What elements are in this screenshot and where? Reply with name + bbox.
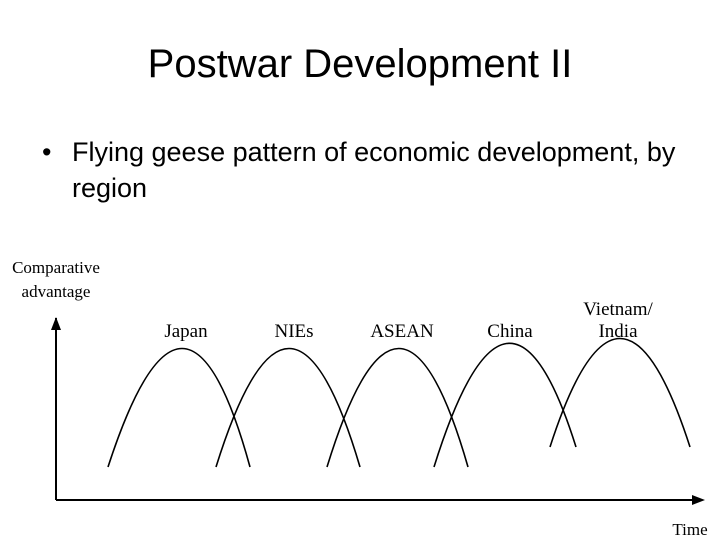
- bullet-text: Flying geese pattern of economic development, by region: [72, 137, 676, 203]
- x-axis-arrow: [692, 495, 705, 505]
- slide-title: Postwar Development II: [147, 42, 573, 86]
- y-axis-label-line2: advantage: [21, 282, 91, 301]
- curve-label-nies: NIEs: [274, 321, 314, 342]
- curve-nies: [216, 349, 360, 468]
- curve-label-india: India: [598, 321, 638, 342]
- x-axis-label: Time: [672, 520, 708, 539]
- curve-label-japan: Japan: [164, 321, 208, 342]
- bullet-marker: •: [42, 137, 52, 167]
- curve-japan: [108, 349, 250, 468]
- curve-china: [434, 343, 576, 467]
- y-axis-label-line1: Comparative: [12, 258, 100, 277]
- curve-label-vietnam: Vietnam/: [583, 299, 653, 320]
- curve-label-asean: ASEAN: [370, 321, 434, 342]
- curve-asean: [327, 349, 468, 468]
- y-axis-arrow: [51, 317, 61, 330]
- curve-label-china: China: [487, 321, 533, 342]
